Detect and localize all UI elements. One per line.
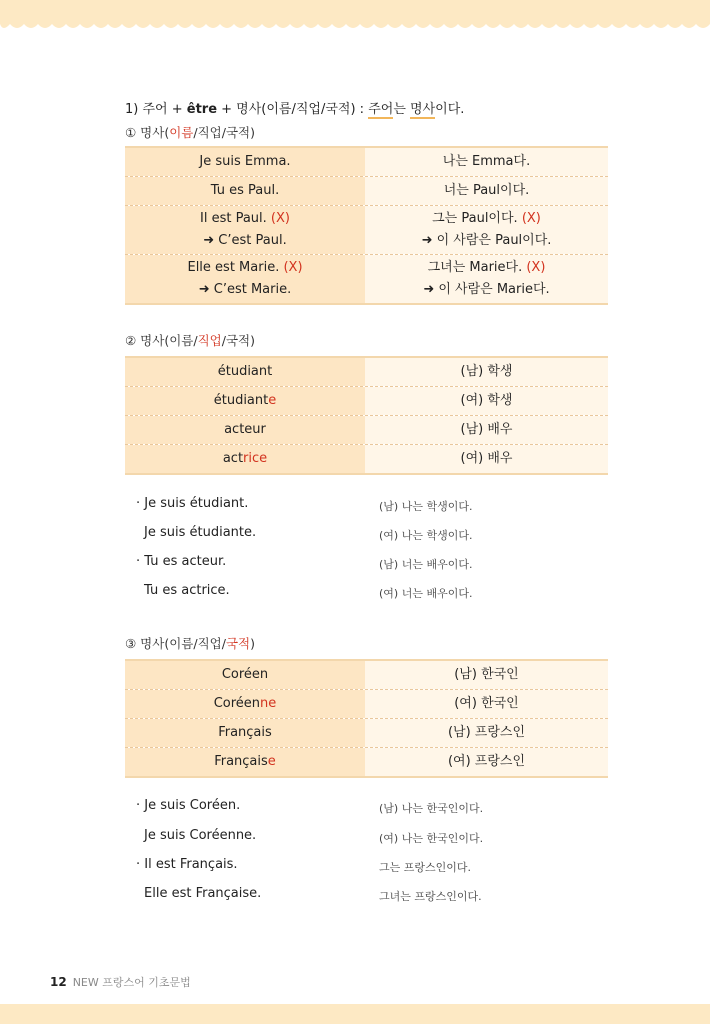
name-table <box>125 146 608 305</box>
underlined-noun: 명사 <box>410 102 436 117</box>
job-table <box>125 356 608 475</box>
table-row: Française (여) 프랑스인 <box>125 748 608 778</box>
bottom-band <box>0 1004 710 1024</box>
section-heading: 1) 주어 + être + 명사(이름/직업/국적) : 주어는 명사이다. <box>125 102 465 117</box>
example-kr: (남) 나는 한국인이다. <box>379 802 484 815</box>
page-number: 12 <box>50 975 67 989</box>
nationality-table <box>125 659 608 778</box>
example-fr: Je suis Coréenne. <box>144 828 257 843</box>
example-kr: 그는 프랑스인이다. <box>379 861 472 874</box>
table-row: Elle est Marie. (X) ➜ C’est Marie. 그녀는 Marie다. (X) ➜ 이 사람은 Marie다. <box>125 255 608 305</box>
example-fr: · Je suis étudiant. <box>136 496 249 511</box>
table-row: Français (남) 프랑스인 <box>125 719 608 748</box>
example-fr: Je suis étudiante. <box>144 525 257 540</box>
table-row: étudiante (여) 학생 <box>125 387 608 416</box>
underlined-subject: 주어 <box>368 102 394 117</box>
table-row: Coréen (남) 한국인 <box>125 659 608 690</box>
example-kr: (여) 나는 학생이다. <box>379 529 473 542</box>
table-row: actrice (여) 배우 <box>125 445 608 475</box>
book-title: NEW 프랑스어 기초문법 <box>72 976 191 989</box>
table-row: Je suis Emma. 나는 Emma다. <box>125 146 608 177</box>
table-row: acteur (남) 배우 <box>125 416 608 445</box>
page-footer <box>50 974 191 990</box>
table-row: Tu es Paul. 너는 Paul이다. <box>125 177 608 206</box>
subheading-name: ① 명사(이름/직업/국적) <box>125 125 255 140</box>
table-row: étudiant (남) 학생 <box>125 356 608 387</box>
example-kr: (남) 너는 배우이다. <box>379 558 473 571</box>
example-fr: · Il est Français. <box>136 857 238 872</box>
example-fr: · Je suis Coréen. <box>136 798 241 813</box>
subheading-job: ② 명사(이름/직업/국적) <box>125 333 255 348</box>
table-row: Coréenne (여) 한국인 <box>125 690 608 719</box>
top-wavy-band <box>0 0 710 32</box>
subheading-nationality: ③ 명사(이름/직업/국적) <box>125 636 255 651</box>
example-fr: Elle est Française. <box>144 886 262 901</box>
table-row: Il est Paul. (X) ➜ C’est Paul. 그는 Paul이다. (X) ➜ 이 사람은 Paul이다. <box>125 206 608 255</box>
example-kr: (여) 나는 한국인이다. <box>379 832 484 845</box>
example-kr: 그녀는 프랑스인이다. <box>379 890 482 903</box>
example-fr: · Tu es acteur. <box>136 554 227 569</box>
example-fr: Tu es actrice. <box>144 583 230 598</box>
example-kr: (여) 너는 배우이다. <box>379 587 473 600</box>
example-kr: (남) 나는 학생이다. <box>379 500 473 513</box>
